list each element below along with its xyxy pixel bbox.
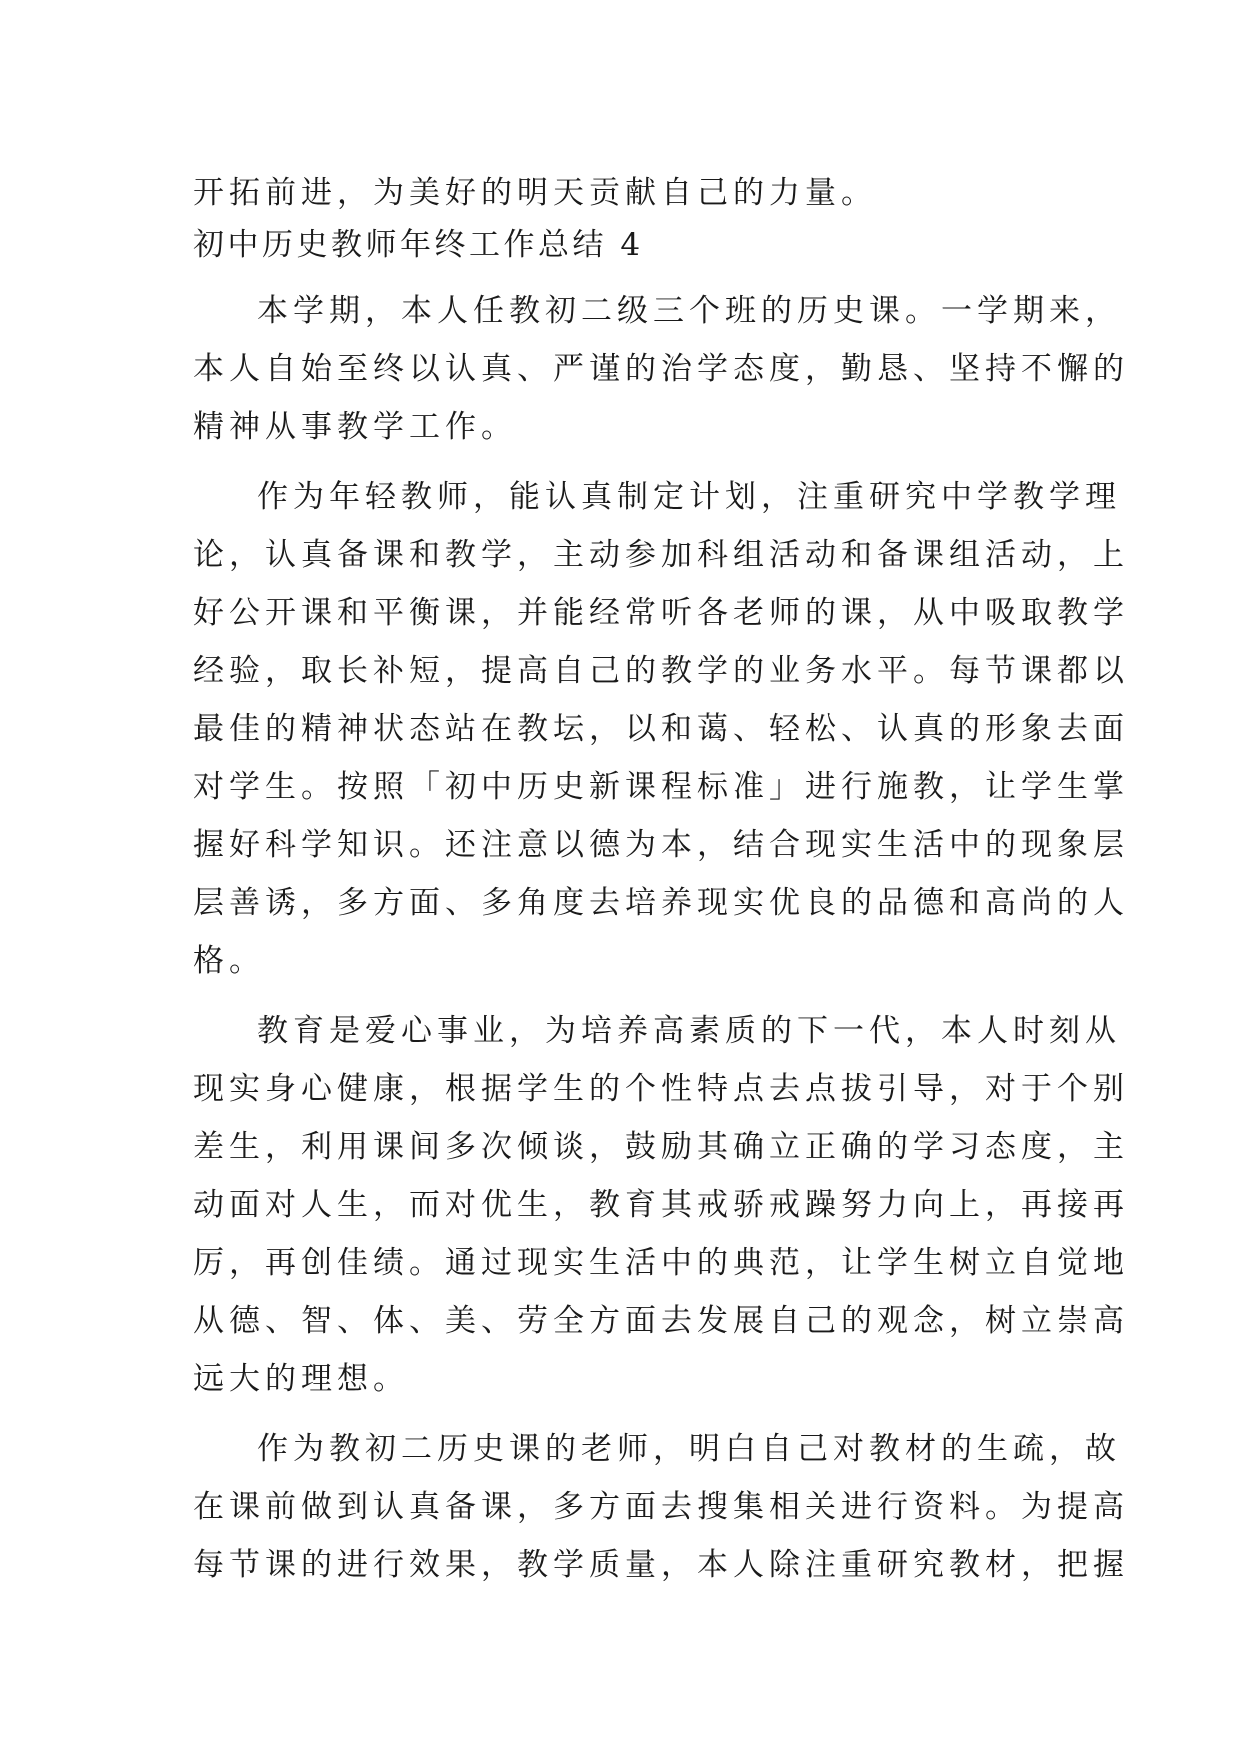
paragraph-line: 教育是爱心事业，为培养高素质的下一代，本人时刻从: [257, 1013, 1121, 1049]
paragraph-line: 作为年轻教师，能认真制定计划，注重研究中学教学理: [257, 479, 1121, 515]
paragraph-line: 差生，利用课间多次倾谈，鼓励其确立正确的学习态度，主: [193, 1129, 1129, 1165]
paragraph-line: 远大的理想。: [193, 1361, 409, 1397]
paragraph-line: 握好科学知识。还注意以德为本，结合现实生活中的现象层: [193, 827, 1129, 863]
paragraph-line: 开拓前进，为美好的明天贡献自己的力量。: [193, 175, 877, 211]
document-body: [193, 164, 1129, 1594]
paragraph-line: 层善诱，多方面、多角度去培养现实优良的品德和高尚的人: [193, 885, 1129, 921]
paragraph-line: 厉，再创佳绩。通过现实生活中的典范，让学生树立自觉地: [193, 1245, 1129, 1281]
paragraph-gap: [193, 990, 1073, 1002]
paragraph-line: 现实身心健康，根据学生的个性特点去点拔引导，对于个别: [193, 1071, 1129, 1107]
paragraph-line: 每节课的进行效果，教学质量，本人除注重研究教材，把握: [193, 1547, 1129, 1583]
paragraph-gap: [193, 456, 1073, 468]
paragraph-gap: [193, 1408, 1073, 1420]
paragraph-line: 好公开课和平衡课，并能经常听各老师的课，从中吸取教学: [193, 595, 1129, 631]
paragraph-line: 从德、智、体、美、劳全方面去发展自己的观念，树立崇高: [193, 1303, 1129, 1339]
paragraph-line: 本人自始至终以认真、严谨的治学态度，勤恳、坚持不懈的: [193, 351, 1129, 387]
paragraph-line: 精神从事教学工作。: [193, 409, 517, 445]
paragraph-line: 本学期，本人任教初二级三个班的历史课。一学期来，: [257, 293, 1121, 329]
paragraph-line: 对学生。按照「初中历史新课程标准」进行施教，让学生掌: [193, 769, 1129, 805]
paragraph-line: 论，认真备课和教学，主动参加科组活动和备课组活动，上: [193, 537, 1129, 573]
paragraph-line: 动面对人生，而对优生，教育其戒骄戒躁努力向上，再接再: [193, 1187, 1129, 1223]
paragraph-line: 最佳的精神状态站在教坛，以和蔼、轻松、认真的形象去面: [193, 711, 1129, 747]
paragraph-line: 作为教初二历史课的老师，明白自己对教材的生疏，故: [257, 1431, 1121, 1467]
section-heading: 初中历史教师年终工作总结 4: [193, 227, 644, 263]
paragraph-line: 格。: [193, 943, 265, 979]
paragraph-line: 在课前做到认真备课，多方面去搜集相关进行资料。为提高: [193, 1489, 1129, 1525]
paragraph-line: 经验，取长补短，提高自己的教学的业务水平。每节课都以: [193, 653, 1129, 689]
